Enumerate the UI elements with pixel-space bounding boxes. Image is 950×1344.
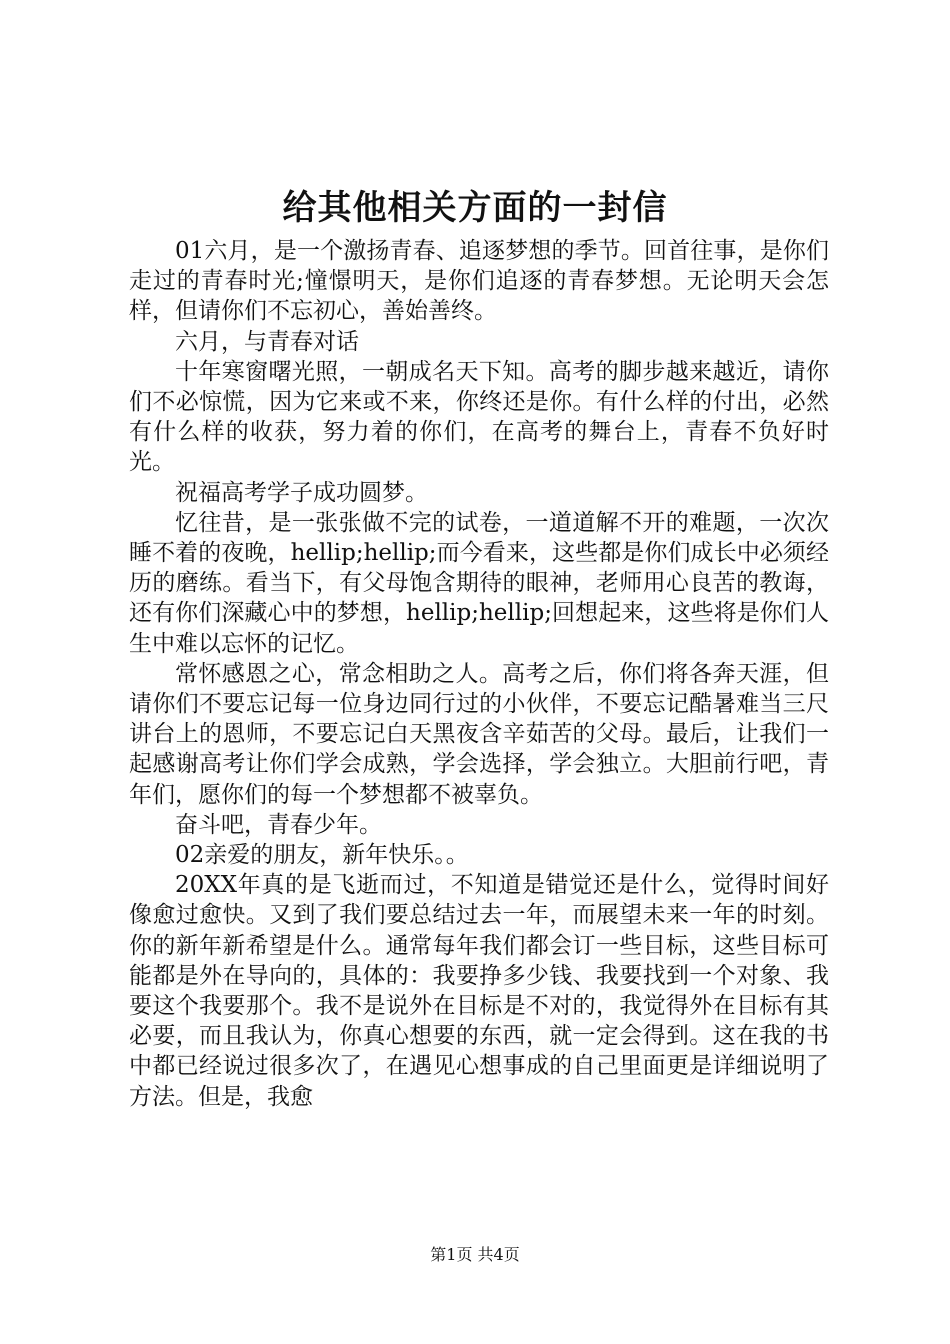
- paragraph: 奋斗吧，青春少年。: [175, 811, 382, 838]
- paragraph: 02亲爱的朋友，新年快乐。。: [175, 842, 469, 869]
- paragraph: 01六月，是一个激扬青春、追逐梦想的季节。回首往事，是你们走过的青春时光;憧憬明天，是你们追逐的青春梦想。无论明天会怎样，但请你们不忘初心，善始善终。: [129, 238, 829, 325]
- paragraph: 六月，与青春对话: [175, 328, 359, 355]
- paragraph: 20XX年真的是飞逝而过，不知道是错觉还是什么，觉得时间好像愈过愈快。又到了我们要总结过去一年，而展望未来一年的时刻。你的新年新希望是什么。通常每年我们都会订一些目标，这些目标可能都是外在导向的，具体的：我要挣多少钱、我要找到一个对象、我要这个我要那个。我不是说外在目标是不对的，我觉得外在目标有其必要，而且我认为，你真心想要的东西，就一定会得到。这在我的书中都已经说过很多次了，在遇见心想事成的自己里面更是详细说明了方法。但是，我愈: [129, 872, 829, 1110]
- document-body: [129, 236, 829, 1112]
- paragraph: 常怀感恩之心，常念相助之人。高考之后，你们将各奔天涯，但请你们不要忘记每一位身边同行过的小伙伴，不要忘记酷暑难当三尺讲台上的恩师，不要忘记白天黑夜含辛茹苦的父母。最后，让我们一起感谢高考让你们学会成熟，学会选择，学会独立。大胆前行吧，青年们，愿你们的每一个梦想都不被辜负。: [129, 660, 829, 808]
- document-title: 给其他相关方面的一封信: [282, 188, 668, 228]
- page-number-footer: 第1页 共4页: [430, 1245, 520, 1264]
- paragraph: 忆往昔，是一张张做不完的试卷，一道道解不开的难题，一次次睡不着的夜晚，hellip;hellip;而今看来，这些都是你们成长中必须经历的磨练。看当下，有父母饱含期待的眼神，老师用心良苦的教诲，还有你们深藏心中的梦想，hellip;hellip;回想起来，这些将是你们人生中难以忘怀的记忆。: [129, 509, 829, 657]
- paragraph: 十年寒窗曙光照，一朝成名天下知。高考的脚步越来越近，请你们不必惊慌，因为它来或不来，你终还是你。有什么样的付出，必然有什么样的收获，努力着的你们，在高考的舞台上，青春不负好时光。: [129, 358, 829, 476]
- paragraph: 祝福高考学子成功圆梦。: [175, 479, 428, 506]
